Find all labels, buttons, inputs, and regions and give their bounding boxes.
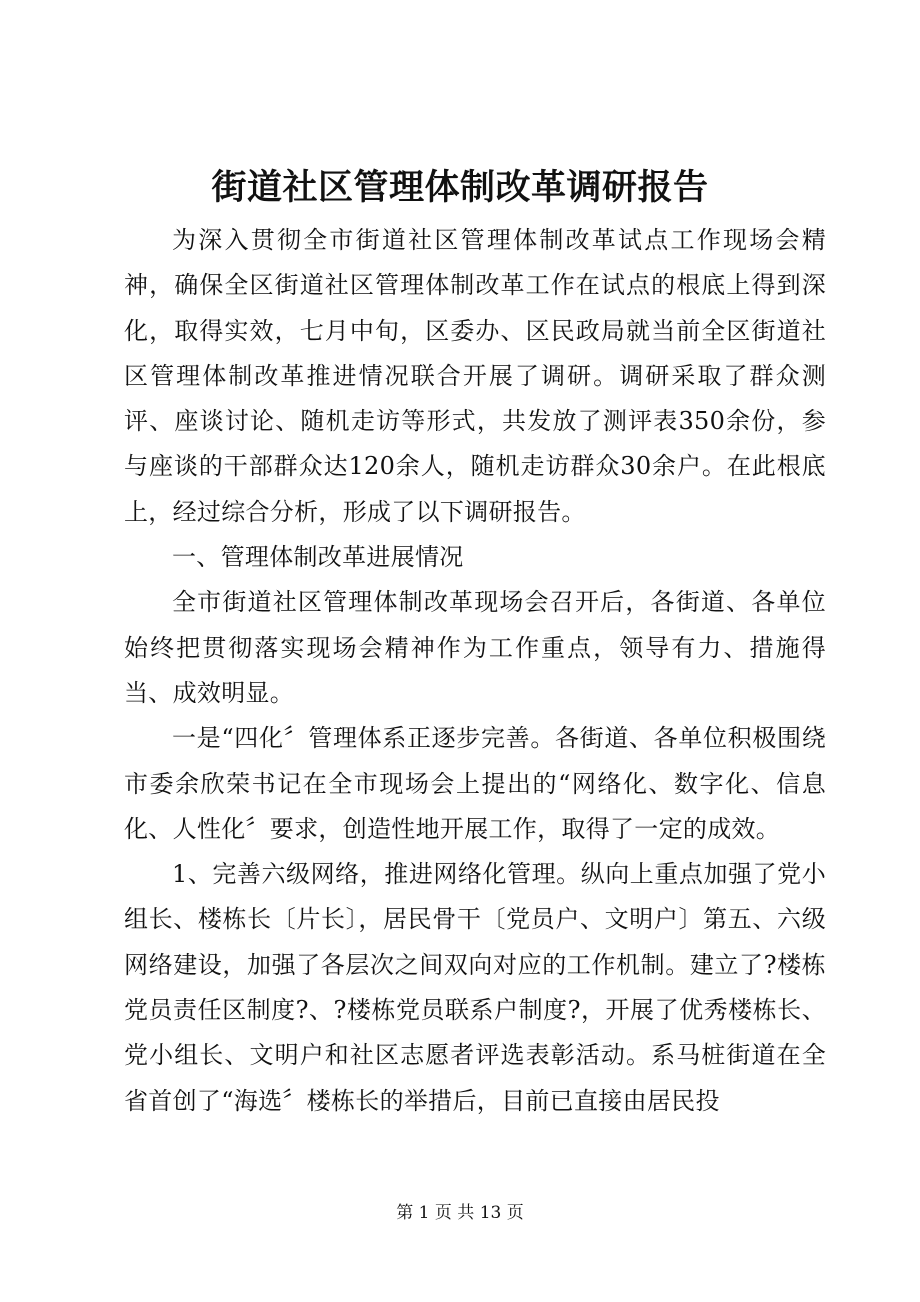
- section-heading-1: 一、管理体制改革进展情况: [172, 543, 464, 572]
- paragraph-six-level-network: 1、完善六级网络，推进网络化管理。纵向上重点加强了党小组长、楼栋长〔片长〕，居民骨干〔党员户、文明户〕第五、六级网络建设，加强了各层次之间双向对应的工作机制。建立了?楼栋党员责任区制度?、?楼栋党员联系户制度?，开展了优秀楼栋长、党小组长、文明户和社区志愿者评选表彰活动。系马桩街道在全省首创了“海选〞楼栋长的举措后，目前已直接由居民投: [124, 860, 826, 1115]
- page-number: 第 1 页 共 13 页: [396, 1203, 524, 1223]
- paragraph-intro: 为深入贯彻全市街道社区管理体制改革试点工作现场会精神，确保全区街道社区管理体制改革工作在试点的根底上得到深化，取得实效，七月中旬，区委办、区民政局就当前全区街道社区管理体制改革推进情况联合开展了调研。调研采取了群众测评、座谈讨论、随机走访等形式，共发放了测评表350余份，参与座谈的干部群众达120余人，随机走访群众30余户。在此根底上，经过综合分析，形成了以下调研报告。: [124, 226, 826, 526]
- document-body: [124, 218, 826, 1124]
- document-title: 街道社区管理体制改革调研报告: [211, 167, 709, 208]
- paragraph-progress: 全市街道社区管理体制改革现场会召开后，各街道、各单位始终把贯彻落实现场会精神作为工作重点，领导有力、措施得当、成效明显。: [124, 588, 826, 707]
- paragraph-four-modernizations: 一是“四化〞管理体系正逐步完善。各街道、各单位积极围绕市委余欣荣书记在全市现场会上提出的“网络化、数字化、信息化、人性化〞要求，创造性地开展工作，取得了一定的成效。: [124, 724, 826, 843]
